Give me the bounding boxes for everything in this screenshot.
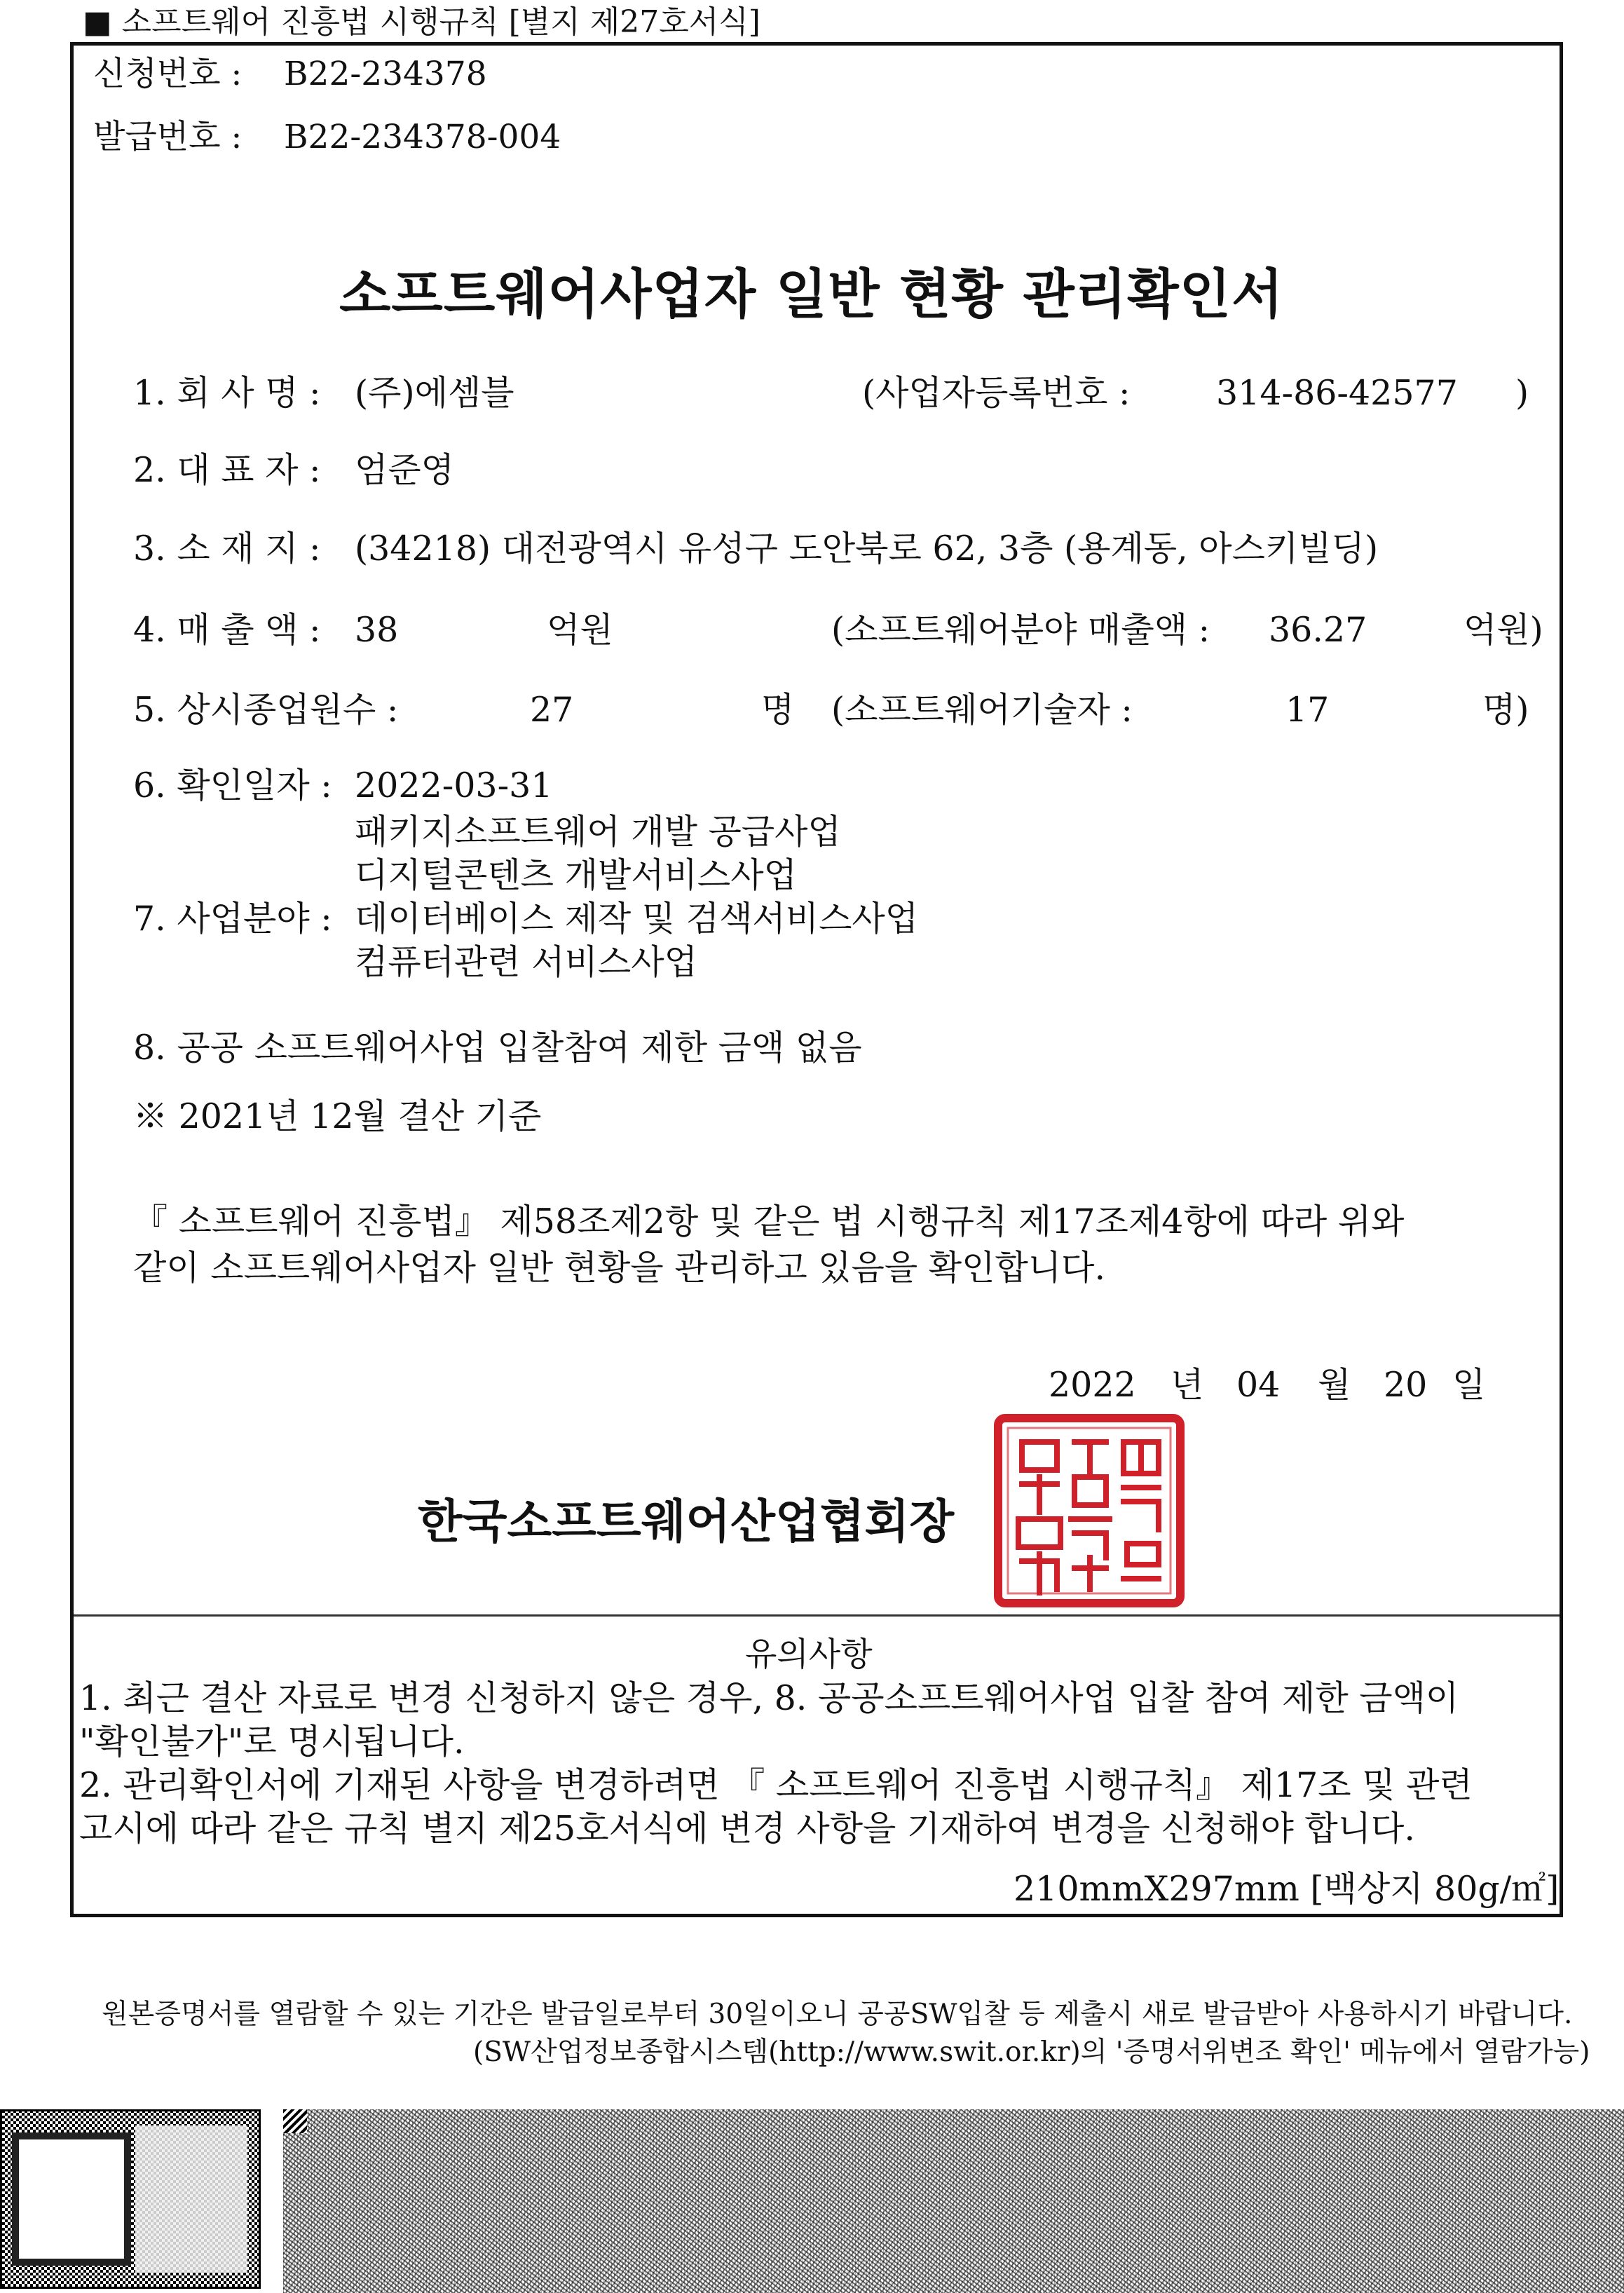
- 2d-barcode-image: [283, 2109, 1624, 2293]
- sw-sales-value: 36.27: [1269, 610, 1367, 650]
- sales-value: 38: [355, 610, 399, 650]
- reg-no-label: (사업자등록번호 :: [862, 373, 1131, 413]
- employees-label: 5. 상시종업원수 :: [133, 690, 399, 730]
- page-title: 소프트웨어사업자 일반 현황 관리확인서: [339, 263, 1284, 325]
- company-label: 1. 회 사 명 :: [133, 373, 321, 413]
- date-year: 2022: [1049, 1365, 1136, 1405]
- reg-no-value: 314-86-42577: [1216, 373, 1458, 413]
- paper-spec: 210mmX297mm [백상지 80g/㎡]: [1014, 1869, 1560, 1909]
- document-mark-icon: [12, 2132, 131, 2266]
- application-no-label: 신청번호 :: [93, 55, 243, 93]
- date-day-unit: 일: [1452, 1365, 1486, 1405]
- notes-line-3: 2. 관리확인서에 기재된 사항을 변경하려면 『 소프트웨어 진흥법 시행규칙』 제17조 및 관련: [79, 1765, 1473, 1805]
- tech-unit: 명): [1482, 690, 1529, 730]
- reg-no-close: ): [1515, 373, 1529, 413]
- verification-code-image: [0, 2109, 261, 2289]
- sw-sales-unit: 억원): [1463, 610, 1543, 650]
- address-label: 3. 소 재 지 :: [133, 529, 321, 569]
- footer-line-1: 원본증명서를 열람할 수 있는 기간은 발급일로부터 30일이오니 공공SW입찰 등 제출시 새로 발급받아 사용하시기 바랍니다.: [102, 1999, 1573, 2030]
- business-field-2: 디지털콘텐츠 개발서비스사업: [355, 855, 797, 895]
- date-month-unit: 월: [1318, 1365, 1351, 1405]
- date-day: 20: [1384, 1365, 1428, 1405]
- watermark-icon: [135, 2125, 247, 2273]
- official-seal-stamp: [994, 1414, 1185, 1607]
- sales-label: 4. 매 출 액 :: [133, 610, 321, 650]
- employees-value: 27: [530, 690, 574, 730]
- issue-no-value: B22-234378-004: [284, 118, 561, 156]
- bid-limit: 8. 공공 소프트웨어사업 입찰참여 제한 금액 없음: [133, 1028, 862, 1068]
- date-month: 04: [1236, 1365, 1281, 1405]
- company-value: (주)에셈블: [355, 373, 514, 413]
- notes-title: 유의사항: [745, 1635, 873, 1674]
- business-label: 7. 사업분야 :: [133, 899, 332, 939]
- business-field-1: 패키지소프트웨어 개발 공급사업: [355, 812, 841, 852]
- confirm-date-value: 2022-03-31: [355, 766, 553, 805]
- notes-line-1: 1. 최근 결산 자료로 변경 신청하지 않은 경우, 8. 공공소프트웨어사업 입찰 참여 제한 금액이: [79, 1678, 1459, 1718]
- tech-label: (소프트웨어기술자 :: [831, 690, 1133, 730]
- ceo-value: 엄준영: [355, 450, 455, 490]
- issuer-name: 한국소프트웨어산업협회장: [418, 1494, 955, 1549]
- business-field-3: 데이터베이스 제작 및 검색서비스사업: [355, 899, 919, 939]
- statement-line-1: 『 소프트웨어 진흥법』 제58조제2항 및 같은 법 시행규칙 제17조제4항에 따라 위와: [133, 1202, 1405, 1241]
- notes-divider: [74, 1614, 1560, 1617]
- notes-line-2: "확인불가"로 명시됩니다.: [79, 1722, 465, 1762]
- address-value: (34218) 대전광역시 유성구 도안북로 62, 3층 (용계동, 아스키빌딩): [355, 529, 1379, 569]
- sw-sales-label: (소프트웨어분야 매출액 :: [831, 610, 1210, 650]
- application-no-value: B22-234378: [284, 55, 487, 93]
- form-header: ■ 소프트웨어 진흥법 시행규칙 [별지 제27호서식]: [83, 4, 760, 40]
- date-year-unit: 년: [1171, 1365, 1204, 1405]
- employees-unit: 명: [761, 690, 795, 730]
- ceo-label: 2. 대 표 자 :: [133, 450, 321, 490]
- basis-note: ※ 2021년 12월 결산 기준: [133, 1096, 542, 1136]
- barcode-corner-icon: [283, 2109, 307, 2133]
- business-field-4: 컴퓨터관련 서비스사업: [355, 942, 697, 982]
- notes-line-4: 고시에 따라 같은 규칙 별지 제25호서식에 변경 사항을 기재하여 변경을 신청해야 합니다.: [79, 1809, 1415, 1849]
- statement-line-2: 같이 소프트웨어사업자 일반 현황을 관리하고 있음을 확인합니다.: [133, 1248, 1106, 1288]
- issue-no-label: 발급번호 :: [93, 118, 243, 156]
- confirm-date-label: 6. 확인일자 :: [133, 766, 332, 805]
- tech-value: 17: [1285, 690, 1330, 730]
- sales-unit: 억원: [547, 610, 613, 650]
- footer-line-2: (SW산업정보종합시스템(http://www.swit.or.kr)의 '증명서위변조 확인' 메뉴에서 열람가능): [473, 2036, 1590, 2068]
